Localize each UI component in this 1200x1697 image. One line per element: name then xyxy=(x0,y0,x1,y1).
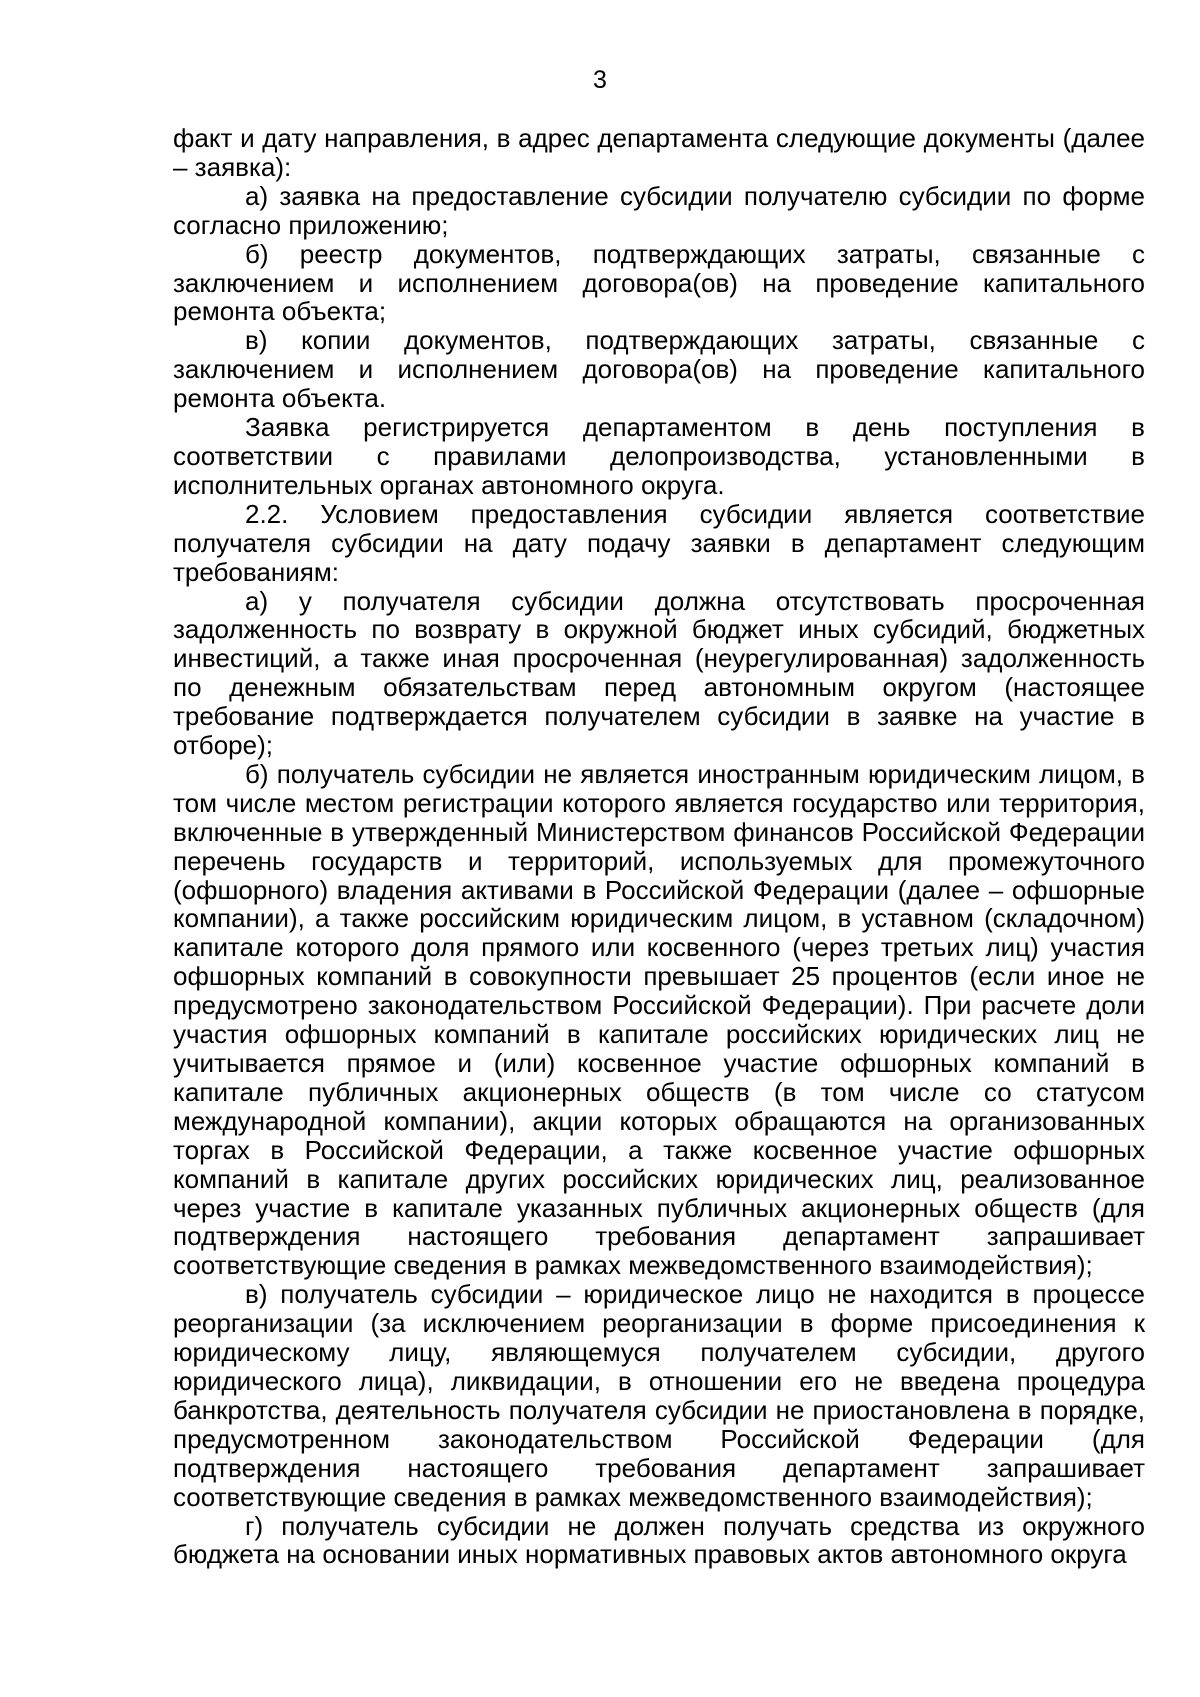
paragraph-requirement-b: б) получатель субсидии не является иностранным юридическим лицом, в том числе местом регистрации которого является государство или территория, включенные в утвержденный Министерством финансов Российской Федерации перечень государств и территорий, используемых для промежуточного (офшорного) владения активами в Российской Федерации (далее – офшорные компании), а также российским юридическим лицом, в уставном (складочном) капитале которого доля прямого или косвенного (через третьих лиц) участия офшорных компаний в совокупности превышает 25 процентов (если иное не предусмотрено законодательством Российской Федерации). При расчете доли участия офшорных компаний в капитале российских юридических лиц не учитывается прямое и (или) косвенное участие офшорных компаний в капитале публичных акционерных обществ (в том числе со статусом международной компании), акции которых обращаются на организованных торгах в Российской Федерации, а также косвенное участие офшорных компаний в капитале других российских юридических лиц, реализованное через участие в капитале указанных публичных акционерных обществ (для подтверждения настоящего требования департамент запрашивает соответствующие сведения в рамках межведомственного взаимодействия); xyxy=(173,758,1145,1281)
paragraph-item-v-copies: в) копии документов, подтверждающих затраты, связанные с заключением и исполнением договора(ов) на проведение капитального ремонта объекта. xyxy=(173,325,1145,414)
paragraph-requirement-a: а) у получателя субсидии должна отсутствовать просроченная задолженность по возврату в окружной бюджет иных субсидий, бюджетных инвестиций, а также иная просроченная (неурегулированная) задолженность по денежным обязательствам перед автономным округом (настоящее требование подтверждается получателем субсидии в заявке на участие в отборе); xyxy=(173,585,1145,761)
page-number: 3 xyxy=(593,66,607,94)
paragraph-registration: Заявка регистрируется департаментом в день поступления в соответствии с правилами делопроизводства, установленными в исполнительных органах автономного округа. xyxy=(173,412,1145,500)
paragraph-clause-2-2: 2.2. Условием предоставления субсидии является соответствие получателя субсидии на дату подачу заявки в департамент следующим требованиям: xyxy=(173,498,1145,587)
paragraph-requirement-g: г) получатель субсидии не должен получать средства из окружного бюджета на основании иных нормативных правовых актов автономного округа xyxy=(173,1510,1145,1570)
document-body xyxy=(173,124,1145,1569)
paragraph-item-b-registry: б) реестр документов, подтверждающих затраты, связанные с заключением и исполнением договора(ов) на проведение капитального ремонта объекта; xyxy=(173,238,1145,327)
paragraph-requirement-v: в) получатель субсидии – юридическое лицо не находится в процессе реорганизации (за исключением реорганизации в форме присоединения к юридическому лицу, являющемуся получателем субсидии, другого юридического лица), ликвидации, в отношении его не введена процедура банкротства, деятельность получателя субсидии не приостановлена в порядке, предусмотренном законодательством Российской Федерации (для подтверждения настоящего требования департамент запрашивает соответствующие сведения в рамках межведомственного взаимодействия); xyxy=(173,1279,1145,1512)
paragraph-item-a-application: а) заявка на предоставление субсидии получателю субсидии по форме согласно приложению; xyxy=(173,180,1145,240)
paragraph-continuation: факт и дату направления, в адрес департамента следующие документы (далее – заявка): xyxy=(173,123,1145,182)
